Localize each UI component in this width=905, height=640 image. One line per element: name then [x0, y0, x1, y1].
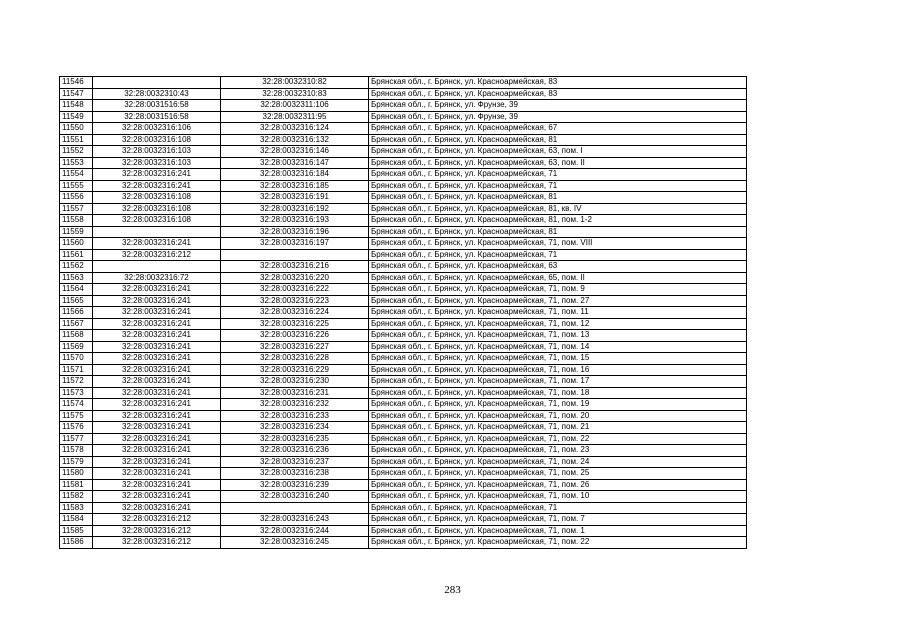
row-number: 11557 [60, 203, 93, 215]
table-row [60, 134, 747, 146]
parcel-cadastral-number: 32:28:0032316:241 [93, 410, 221, 422]
table-row [60, 272, 747, 284]
table-row [60, 353, 747, 365]
object-cadastral-number: 32:28:0032316:222 [221, 284, 369, 296]
object-cadastral-number: 32:28:0032316:240 [221, 491, 369, 503]
parcel-cadastral-number: 32:28:0032316:108 [93, 192, 221, 204]
object-cadastral-number: 32:28:0032316:223 [221, 295, 369, 307]
parcel-cadastral-number: 32:28:0032316:241 [93, 468, 221, 480]
row-number: 11573 [60, 387, 93, 399]
object-cadastral-number: 32:28:0032316:231 [221, 387, 369, 399]
row-number: 11565 [60, 295, 93, 307]
object-cadastral-number: 32:28:0032316:224 [221, 307, 369, 319]
address-cell: Брянская обл., г. Брянск, ул. Красноармейская, 81 [369, 226, 747, 238]
object-cadastral-number: 32:28:0032316:232 [221, 399, 369, 411]
parcel-cadastral-number: 32:28:0032316:241 [93, 456, 221, 468]
object-cadastral-number: 32:28:0032316:226 [221, 330, 369, 342]
address-cell: Брянская обл., г. Брянск, ул. Красноармейская, 71 [369, 169, 747, 181]
row-number: 11555 [60, 180, 93, 192]
table-row [60, 433, 747, 445]
parcel-cadastral-number: 32:28:0032316:241 [93, 364, 221, 376]
row-number: 11585 [60, 525, 93, 537]
parcel-cadastral-number: 32:28:0032316:241 [93, 180, 221, 192]
object-cadastral-number: 32:28:0032316:146 [221, 146, 369, 158]
table-row [60, 399, 747, 411]
object-cadastral-number: 32:28:0032316:244 [221, 525, 369, 537]
table-row [60, 456, 747, 468]
parcel-cadastral-number [93, 226, 221, 238]
object-cadastral-number: 32:28:0032316:233 [221, 410, 369, 422]
row-number: 11563 [60, 272, 93, 284]
row-number: 11577 [60, 433, 93, 445]
row-number: 11547 [60, 88, 93, 100]
row-number: 11550 [60, 123, 93, 135]
object-cadastral-number: 32:28:0032316:236 [221, 445, 369, 457]
table-row [60, 330, 747, 342]
address-cell: Брянская обл., г. Брянск, ул. Красноармейская, 63, пом. I [369, 146, 747, 158]
address-cell: Брянская обл., г. Брянск, ул. Красноармейская, 71 [369, 180, 747, 192]
table-row [60, 295, 747, 307]
row-number: 11552 [60, 146, 93, 158]
object-cadastral-number: 32:28:0032316:235 [221, 433, 369, 445]
object-cadastral-number: 32:28:0032316:196 [221, 226, 369, 238]
row-number: 11558 [60, 215, 93, 227]
row-number: 11553 [60, 157, 93, 169]
address-cell: Брянская обл., г. Брянск, ул. Красноармейская, 71, пом. VIII [369, 238, 747, 250]
parcel-cadastral-number: 32:28:0032316:241 [93, 307, 221, 319]
row-number: 11551 [60, 134, 93, 146]
object-cadastral-number: 32:28:0032316:234 [221, 422, 369, 434]
page-number: 283 [444, 584, 461, 596]
row-number: 11548 [60, 100, 93, 112]
address-cell: Брянская обл., г. Брянск, ул. Красноармейская, 63 [369, 261, 747, 273]
table-row [60, 318, 747, 330]
object-cadastral-number [221, 502, 369, 514]
address-cell: Брянская обл., г. Брянск, ул. Красноармейская, 71, пом. 26 [369, 479, 747, 491]
address-cell: Брянская обл., г. Брянск, ул. Красноармейская, 67 [369, 123, 747, 135]
address-cell: Брянская обл., г. Брянск, ул. Красноармейская, 71, пом. 14 [369, 341, 747, 353]
address-cell: Брянская обл., г. Брянск, ул. Красноармейская, 83 [369, 77, 747, 89]
object-cadastral-number: 32:28:0032310:83 [221, 88, 369, 100]
table-row [60, 514, 747, 526]
row-number: 11571 [60, 364, 93, 376]
parcel-cadastral-number: 32:28:0032316:212 [93, 537, 221, 549]
row-number: 11575 [60, 410, 93, 422]
parcel-cadastral-number: 32:28:0032316:241 [93, 318, 221, 330]
parcel-cadastral-number: 32:28:0032316:212 [93, 249, 221, 261]
table-row [60, 100, 747, 112]
table-row [60, 479, 747, 491]
table-row [60, 410, 747, 422]
object-cadastral-number: 32:28:0032316:245 [221, 537, 369, 549]
row-number: 11576 [60, 422, 93, 434]
row-number: 11556 [60, 192, 93, 204]
parcel-cadastral-number: 32:28:0032316:241 [93, 284, 221, 296]
parcel-cadastral-number: 32:28:0032316:241 [93, 433, 221, 445]
object-cadastral-number: 32:28:0032316:193 [221, 215, 369, 227]
row-number: 11570 [60, 353, 93, 365]
row-number: 11569 [60, 341, 93, 353]
object-cadastral-number: 32:28:0032316:227 [221, 341, 369, 353]
table-row [60, 215, 747, 227]
address-cell: Брянская обл., г. Брянск, ул. Красноармейская, 63, пом. II [369, 157, 747, 169]
parcel-cadastral-number: 32:28:0032316:241 [93, 422, 221, 434]
row-number: 11549 [60, 111, 93, 123]
object-cadastral-number: 32:28:0032316:124 [221, 123, 369, 135]
address-cell: Брянская обл., г. Брянск, ул. Красноармейская, 71, пом. 17 [369, 376, 747, 388]
parcel-cadastral-number: 32:28:0032316:241 [93, 479, 221, 491]
object-cadastral-number: 32:28:0032316:216 [221, 261, 369, 273]
object-cadastral-number: 32:28:0032316:191 [221, 192, 369, 204]
address-cell: Брянская обл., г. Брянск, ул. Красноармейская, 81, кв. IV [369, 203, 747, 215]
table-row [60, 249, 747, 261]
address-cell: Брянская обл., г. Брянск, ул. Красноармейская, 71, пом. 25 [369, 468, 747, 480]
table-row [60, 180, 747, 192]
row-number: 11572 [60, 376, 93, 388]
object-cadastral-number: 32:28:0032316:192 [221, 203, 369, 215]
address-cell: Брянская обл., г. Брянск, ул. Красноармейская, 71, пом. 10 [369, 491, 747, 503]
parcel-cadastral-number: 32:28:0032316:108 [93, 215, 221, 227]
object-cadastral-number: 32:28:0032316:229 [221, 364, 369, 376]
parcel-cadastral-number: 32:28:0032316:241 [93, 353, 221, 365]
parcel-cadastral-number: 32:28:0032316:212 [93, 525, 221, 537]
table-row [60, 284, 747, 296]
table-row [60, 146, 747, 158]
object-cadastral-number: 32:28:0032311:95 [221, 111, 369, 123]
row-number: 11566 [60, 307, 93, 319]
address-cell: Брянская обл., г. Брянск, ул. Красноармейская, 71, пом. 18 [369, 387, 747, 399]
object-cadastral-number: 32:28:0032316:225 [221, 318, 369, 330]
parcel-cadastral-number: 32:28:0032316:241 [93, 295, 221, 307]
address-cell: Брянская обл., г. Брянск, ул. Красноармейская, 71 [369, 502, 747, 514]
parcel-cadastral-number [93, 261, 221, 273]
parcel-cadastral-number: 32:28:0032310:43 [93, 88, 221, 100]
parcel-cadastral-number: 32:28:0031516:58 [93, 100, 221, 112]
parcel-cadastral-number: 32:28:0032316:106 [93, 123, 221, 135]
row-number: 11554 [60, 169, 93, 181]
object-cadastral-number: 32:28:0032316:228 [221, 353, 369, 365]
table-row [60, 261, 747, 273]
address-cell: Брянская обл., г. Брянск, ул. Красноармейская, 71, пом. 22 [369, 537, 747, 549]
parcel-cadastral-number: 32:28:0032316:241 [93, 376, 221, 388]
parcel-cadastral-number: 32:28:0031516:58 [93, 111, 221, 123]
table-row [60, 157, 747, 169]
address-cell: Брянская обл., г. Брянск, ул. Красноармейская, 65, пом. II [369, 272, 747, 284]
table-row [60, 77, 747, 89]
address-cell: Брянская обл., г. Брянск, ул. Красноармейская, 81, пом. 1-2 [369, 215, 747, 227]
row-number: 11580 [60, 468, 93, 480]
row-number: 11582 [60, 491, 93, 503]
table-row [60, 169, 747, 181]
address-cell: Брянская обл., г. Брянск, ул. Красноармейская, 71, пом. 19 [369, 399, 747, 411]
address-cell: Брянская обл., г. Брянск, ул. Красноармейская, 71, пом. 21 [369, 422, 747, 434]
table-row [60, 525, 747, 537]
object-cadastral-number: 32:28:0032316:237 [221, 456, 369, 468]
table-row [60, 537, 747, 549]
address-cell: Брянская обл., г. Брянск, ул. Красноармейская, 71, пом. 1 [369, 525, 747, 537]
parcel-cadastral-number: 32:28:0032316:241 [93, 445, 221, 457]
object-cadastral-number [221, 249, 369, 261]
table-row [60, 422, 747, 434]
register-table [59, 76, 747, 549]
table-row [60, 341, 747, 353]
parcel-cadastral-number: 32:28:0032316:241 [93, 399, 221, 411]
table-row [60, 468, 747, 480]
parcel-cadastral-number [93, 77, 221, 89]
table-row [60, 123, 747, 135]
row-number: 11578 [60, 445, 93, 457]
parcel-cadastral-number: 32:28:0032316:72 [93, 272, 221, 284]
table-row [60, 307, 747, 319]
address-cell: Брянская обл., г. Брянск, ул. Красноармейская, 71, пом. 11 [369, 307, 747, 319]
object-cadastral-number: 32:28:0032316:185 [221, 180, 369, 192]
row-number: 11559 [60, 226, 93, 238]
row-number: 11584 [60, 514, 93, 526]
address-cell: Брянская обл., г. Брянск, ул. Красноармейская, 71, пом. 12 [369, 318, 747, 330]
row-number: 11562 [60, 261, 93, 273]
address-cell: Брянская обл., г. Брянск, ул. Красноармейская, 71, пом. 13 [369, 330, 747, 342]
address-cell: Брянская обл., г. Брянск, ул. Красноармейская, 71, пом. 15 [369, 353, 747, 365]
parcel-cadastral-number: 32:28:0032316:241 [93, 341, 221, 353]
object-cadastral-number: 32:28:0032310:82 [221, 77, 369, 89]
table-row [60, 238, 747, 250]
row-number: 11561 [60, 249, 93, 261]
address-cell: Брянская обл., г. Брянск, ул. Красноармейская, 71, пом. 23 [369, 445, 747, 457]
object-cadastral-number: 32:28:0032316:197 [221, 238, 369, 250]
parcel-cadastral-number: 32:28:0032316:241 [93, 238, 221, 250]
table-row [60, 445, 747, 457]
address-cell: Брянская обл., г. Брянск, ул. Красноармейская, 71, пом. 22 [369, 433, 747, 445]
object-cadastral-number: 32:28:0032316:220 [221, 272, 369, 284]
row-number: 11586 [60, 537, 93, 549]
row-number: 11574 [60, 399, 93, 411]
table-row [60, 364, 747, 376]
address-cell: Брянская обл., г. Брянск, ул. Красноармейская, 71, пом. 20 [369, 410, 747, 422]
row-number: 11568 [60, 330, 93, 342]
address-cell: Брянская обл., г. Брянск, ул. Красноармейская, 81 [369, 134, 747, 146]
row-number: 11581 [60, 479, 93, 491]
table-row [60, 111, 747, 123]
table-row [60, 376, 747, 388]
row-number: 11583 [60, 502, 93, 514]
object-cadastral-number: 32:28:0032316:184 [221, 169, 369, 181]
parcel-cadastral-number: 32:28:0032316:241 [93, 502, 221, 514]
address-cell: Брянская обл., г. Брянск, ул. Фрунзе, 39 [369, 111, 747, 123]
object-cadastral-number: 32:28:0032316:238 [221, 468, 369, 480]
parcel-cadastral-number: 32:28:0032316:108 [93, 203, 221, 215]
address-cell: Брянская обл., г. Брянск, ул. Красноармейская, 71, пом. 9 [369, 284, 747, 296]
row-number: 11567 [60, 318, 93, 330]
row-number: 11546 [60, 77, 93, 89]
address-cell: Брянская обл., г. Брянск, ул. Фрунзе, 39 [369, 100, 747, 112]
address-cell: Брянская обл., г. Брянск, ул. Красноармейская, 81 [369, 192, 747, 204]
row-number: 11579 [60, 456, 93, 468]
parcel-cadastral-number: 32:28:0032316:241 [93, 491, 221, 503]
address-cell: Брянская обл., г. Брянск, ул. Красноармейская, 71, пом. 7 [369, 514, 747, 526]
register-table-body [60, 77, 747, 549]
row-number: 11564 [60, 284, 93, 296]
address-cell: Брянская обл., г. Брянск, ул. Красноармейская, 71 [369, 249, 747, 261]
table-row [60, 502, 747, 514]
address-cell: Брянская обл., г. Брянск, ул. Красноармейская, 71, пом. 24 [369, 456, 747, 468]
object-cadastral-number: 32:28:0032316:230 [221, 376, 369, 388]
parcel-cadastral-number: 32:28:0032316:212 [93, 514, 221, 526]
object-cadastral-number: 32:28:0032311:106 [221, 100, 369, 112]
parcel-cadastral-number: 32:28:0032316:108 [93, 134, 221, 146]
object-cadastral-number: 32:28:0032316:243 [221, 514, 369, 526]
table-row [60, 203, 747, 215]
table-row [60, 491, 747, 503]
address-cell: Брянская обл., г. Брянск, ул. Красноармейская, 71, пом. 16 [369, 364, 747, 376]
parcel-cadastral-number: 32:28:0032316:103 [93, 157, 221, 169]
table-row [60, 88, 747, 100]
object-cadastral-number: 32:28:0032316:239 [221, 479, 369, 491]
parcel-cadastral-number: 32:28:0032316:241 [93, 330, 221, 342]
table-row [60, 226, 747, 238]
parcel-cadastral-number: 32:28:0032316:103 [93, 146, 221, 158]
object-cadastral-number: 32:28:0032316:132 [221, 134, 369, 146]
address-cell: Брянская обл., г. Брянск, ул. Красноармейская, 83 [369, 88, 747, 100]
table-row [60, 192, 747, 204]
table-row [60, 387, 747, 399]
parcel-cadastral-number: 32:28:0032316:241 [93, 169, 221, 181]
parcel-cadastral-number: 32:28:0032316:241 [93, 387, 221, 399]
address-cell: Брянская обл., г. Брянск, ул. Красноармейская, 71, пом. 27 [369, 295, 747, 307]
row-number: 11560 [60, 238, 93, 250]
object-cadastral-number: 32:28:0032316:147 [221, 157, 369, 169]
